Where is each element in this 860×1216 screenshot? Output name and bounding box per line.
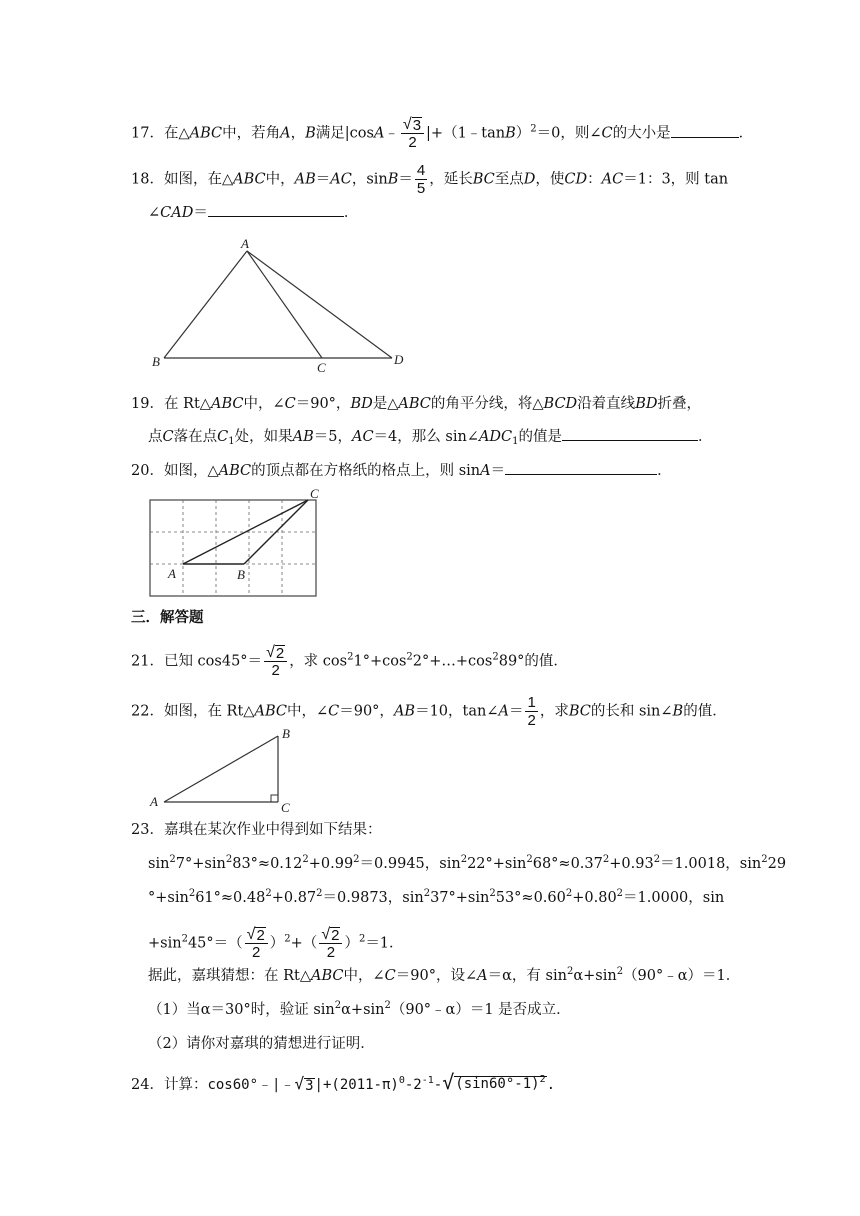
section-3-heading: 三．解答题	[131, 610, 204, 626]
answer-blank[interactable]	[671, 123, 739, 138]
question-23-results-line1: $\sin^27^\circ+\sin^283^\circ\approx 0.12^2+0.99^2=0.9945$，$\sin^222^\circ+\sin^268^\circ\approx 0.37^2+0.93^2=1.0018$，$\sin^229$	[148, 854, 787, 872]
label-A: A	[241, 236, 249, 251]
question-18: 18．如图，在△ABC中，AB＝AC，sinB＝ $\frac{4}{5}$ ，延长BC至点D，使CD：AC＝1：3，则 tan	[131, 162, 729, 197]
label-A: A	[150, 794, 158, 809]
label-B: B	[282, 726, 290, 741]
fraction-1-over-2: $\frac{1}{2}$	[527, 694, 536, 729]
fraction-sqrt2-over-2: √ 2 2	[319, 926, 342, 961]
question-23-results-line2: $^\circ+\sin^261^\circ\approx 0.48^2+0.87^2=0.9873$，$\sin^237^\circ+\sin^253^\circ\approx 0.60^2+0.80^2=1.0000$，sin	[148, 888, 725, 906]
q24-number: 24．	[131, 1077, 164, 1093]
figure-q20-grid-triangle	[148, 486, 328, 598]
question-24: 24．计算：cos60°﹣|﹣ √ 3 $|+(2011-\pi)^0-2^{-1}-$ √ $(\sin 60^\circ-1)^2$ .	[131, 1070, 556, 1094]
question-21: 21．已知 cos45°＝ √ 2 2 ，求 $\cos^21^\circ+\cos^22^\circ+\dots+\cos^289^\circ$的值．	[131, 644, 568, 679]
question-23-part2: （2）请你对嘉琪的猜想进行证明．	[148, 1036, 375, 1052]
fraction-sqrt2-over-2: √ 2 2	[245, 926, 268, 961]
q21-number: 21．	[131, 653, 164, 670]
q22-number: 22．	[131, 703, 164, 720]
figure-q22-right-triangle	[146, 722, 300, 814]
q19-number: 19．	[131, 396, 164, 412]
label-C: C	[281, 800, 290, 814]
label-B: B	[237, 567, 245, 582]
label-A: A	[168, 566, 176, 581]
q18-number: 18．	[131, 171, 164, 188]
answer-blank[interactable]	[208, 202, 344, 217]
answer-blank[interactable]	[562, 426, 698, 441]
question-20: 20．如图，△ABC的顶点都在方格纸的格点上，则 sinA＝ ．	[131, 460, 672, 481]
question-23-conjecture: 据此，嘉琪猜想：在 Rt△ABC中，∠C＝90°，设∠A＝α，有 $\sin^2\alpha+\sin^2(90^\circ﹣\alpha)=1$．	[148, 966, 741, 984]
question-17: 17．在△ABC中，若角A，B满足|cosA﹣ √ 3 2 |+（1﹣tanB）$^2$＝0，则∠C的大小是 ．	[131, 116, 754, 151]
question-23-results-line3: $+\sin^245^\circ=$（ √ 2 2 ）$^2$+（ √ 2 2 ）$^2$＝1．	[148, 926, 404, 961]
q23-number: 23．	[131, 822, 164, 838]
question-23-part1: （1）当α＝30°时，验证 $\sin^2\alpha+\sin^2(90^\circ﹣\alpha)=1$ 是否成立．	[148, 1000, 571, 1018]
question-19-line2: 点C落在点$C_1$处，如果AB＝5，AC＝4，那么 $\sin\angle ADC_1$的值是 ．	[148, 426, 713, 447]
question-18-line2: ∠CAD＝ ．	[148, 202, 358, 223]
label-C: C	[310, 486, 319, 501]
figure-q18-triangle	[146, 236, 408, 376]
question-19: 19．在 Rt△ABC中，∠C＝90°，BD是△ABC的角平分线，将△BCD沿着直线BD折叠，	[131, 396, 701, 412]
label-B: B	[152, 354, 160, 369]
q24-expression: cos60°﹣|﹣ √ 3 $|+(2011-\pi)^0-2^{-1}-$ √ $(\sin 60^\circ-1)^2$ .	[207, 1070, 556, 1094]
q20-number: 20．	[131, 463, 164, 479]
fraction-sqrt2-over-2: √ 2 2	[264, 644, 287, 679]
fraction-sqrt3-over-2: √ 3 2	[401, 116, 424, 151]
fraction-4-over-5: $\frac{4}{5}$	[416, 162, 426, 197]
answer-blank[interactable]	[505, 460, 657, 475]
q17-number: 17．	[131, 125, 164, 142]
question-23: 23．嘉琪在某次作业中得到如下结果：	[131, 822, 382, 838]
label-D: D	[394, 352, 404, 367]
label-C: C	[317, 360, 326, 375]
question-22: 22．如图，在 Rt△ABC中，∠C＝90°，AB＝10，tan∠A＝ $\frac{1}{2}$ ，求BC的长和 sin∠B的值．	[131, 694, 727, 729]
